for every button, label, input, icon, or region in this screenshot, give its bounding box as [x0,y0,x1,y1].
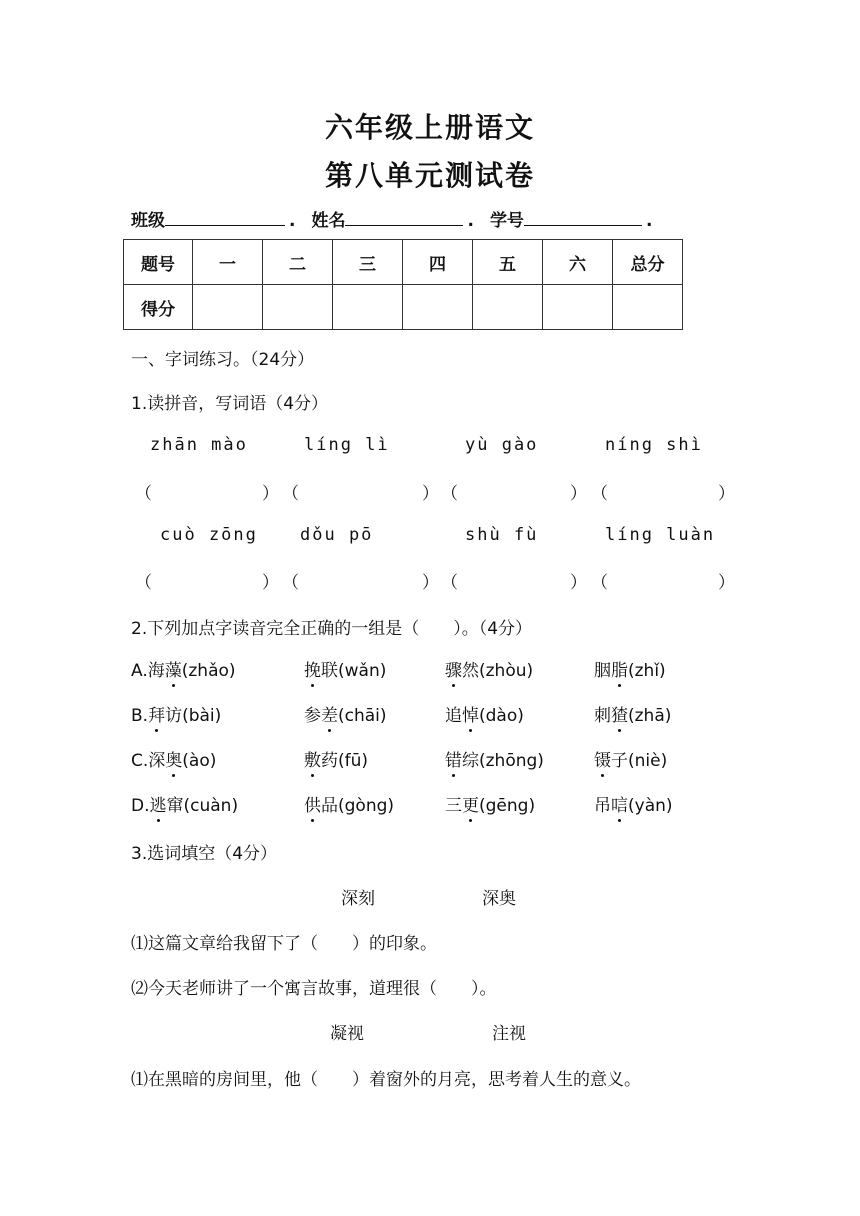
question-prompt: 1.读拼音，写词语（4分） [131,394,329,414]
pinyin-item: cuò zōng [160,525,258,545]
option-item [304,791,394,816]
answer-paren-open: （ [441,484,458,504]
pinyin-item: yù gào [465,435,539,455]
dotted-char: 奥 [165,751,183,771]
table-header-cell: 四 [403,240,473,285]
dotted-char: 猹 [611,706,628,726]
answer-paren-open: （ [135,484,152,504]
word-choice: 深奥 [482,889,516,909]
option-row-c [131,746,216,771]
option-item [594,656,666,681]
option-item [445,746,544,771]
option-item [304,746,368,771]
option-text: 吊 [594,796,611,816]
table-row [124,240,683,285]
answer-paren-close: ） [570,484,587,504]
option-item [304,701,387,726]
answer-paren-open: （ [591,484,608,504]
dotted-char: 错 [445,751,462,771]
score-cell[interactable] [613,285,683,330]
table-header-cell: 总分 [613,240,683,285]
dotted-char: 逃 [149,796,167,816]
option-text: 综(zhōng) [462,751,544,771]
option-letter: A. [131,661,148,681]
question-prompt: 2.下列加点字读音完全正确的一组是（ ）。（4分） [131,619,533,639]
option-item [594,791,673,816]
option-item [304,656,386,681]
option-text: 胭 [594,661,611,681]
option-text: 品(gòng) [321,796,395,816]
class-label: 班级 [131,211,165,231]
class-field[interactable] [165,211,285,226]
option-text: 深 [148,751,166,771]
table-header-cell: 题号 [124,240,193,285]
question-prompt: 3.选词填空（4分） [131,844,278,864]
answer-paren-close: ） [422,573,439,593]
table-header-cell: 三 [333,240,403,285]
option-text: 访(bài) [165,706,222,726]
word-choice: 注视 [492,1024,526,1044]
word-choice: 凝视 [330,1024,364,1044]
option-text: 药(fū) [321,751,369,771]
answer-paren-close: ） [718,484,735,504]
option-text: (yàn) [628,796,673,816]
option-text: 三 [445,796,462,816]
dotted-char: 悼 [462,706,479,726]
dotted-char: 骤 [445,661,462,681]
table-header-cell: 五 [473,240,543,285]
option-text: (chāi) [338,706,387,726]
option-text: (ào) [182,751,217,771]
score-row-label: 得分 [124,285,193,330]
dotted-char: 更 [462,796,479,816]
pinyin-item: líng lì [304,435,390,455]
student-id-field[interactable] [524,211,642,226]
dotted-char: 藻 [164,661,182,681]
option-text: 追 [445,706,462,726]
option-text: 海 [147,661,165,681]
option-text: (gēng) [479,796,536,816]
option-text: 子(niè) [611,751,668,771]
score-table [123,239,683,330]
separator: . [645,211,653,231]
option-text: 参 [304,706,321,726]
option-row-a [131,656,236,681]
answer-paren-open: （ [282,484,299,504]
score-cell[interactable] [333,285,403,330]
answer-paren-open: （ [441,573,458,593]
pinyin-item: shù fù [465,525,539,545]
score-cell[interactable] [193,285,263,330]
dotted-char: 挽 [304,661,321,681]
name-label: 姓名 [311,211,346,231]
fill-sentence: ⑴这篇文章给我留下了（ ）的印象。 [131,934,437,954]
score-cell[interactable] [473,285,543,330]
option-text: (dào) [479,706,524,726]
option-letter: D. [131,796,150,816]
answer-paren-close: ） [262,573,279,593]
table-row [124,285,683,330]
answer-paren-close: ） [718,573,735,593]
option-letter: C. [131,751,149,771]
dotted-char: 镊 [594,751,611,771]
separator: . [289,211,296,231]
page-title: 六年级上册语文 [324,111,535,144]
score-cell[interactable] [543,285,613,330]
pinyin-item: zhān mào [150,435,248,455]
pinyin-item: dǒu pō [300,525,374,545]
pinyin-item: níng shì [605,435,703,455]
student-id-label: 学号 [489,211,524,231]
fill-sentence: ⑴在黑暗的房间里，他（ ）着窗外的月亮，思考着人生的意义。 [131,1070,641,1090]
option-text: (zhǐ) [628,661,666,681]
option-text: 然(zhòu) [462,661,534,681]
table-header-cell: 六 [543,240,613,285]
score-cell[interactable] [263,285,333,330]
answer-paren-close: ） [422,484,439,504]
dotted-char: 脂 [611,661,628,681]
answer-paren-open: （ [591,573,608,593]
option-text: (zhā) [628,706,672,726]
score-cell[interactable] [403,285,473,330]
answer-paren-open: （ [282,573,299,593]
option-text: 窜(cuàn) [166,796,239,816]
page-subtitle: 第八单元测试卷 [324,159,535,192]
option-letter: B. [131,706,149,726]
option-item [445,656,533,681]
option-item [445,701,524,726]
table-header-cell: 二 [263,240,333,285]
option-text: (zhǎo) [181,661,236,681]
dotted-char: 敷 [304,751,321,771]
word-choice: 深刻 [341,889,375,909]
dotted-char: 差 [321,706,338,726]
section-heading: 一、字词练习。（24分） [131,350,315,370]
fill-sentence: ⑵今天老师讲了一个寓言故事，道理很（ ）。 [131,979,497,999]
option-row-b [131,701,221,726]
option-text: 联(wǎn) [321,661,387,681]
separator: . [467,211,474,231]
option-item [594,746,667,771]
dotted-char: 唁 [611,796,628,816]
answer-paren-close: ） [262,484,279,504]
answer-paren-open: （ [135,573,152,593]
option-item [445,791,535,816]
dotted-char: 拜 [148,706,166,726]
pinyin-item: líng luàn [605,525,716,545]
table-header-cell: 一 [193,240,263,285]
answer-paren-close: ） [570,573,587,593]
name-field[interactable] [345,211,463,226]
option-item [594,701,671,726]
student-info-line [131,206,652,231]
dotted-char: 供 [304,796,321,816]
option-row-d [131,791,238,816]
option-text: 刺 [594,706,611,726]
